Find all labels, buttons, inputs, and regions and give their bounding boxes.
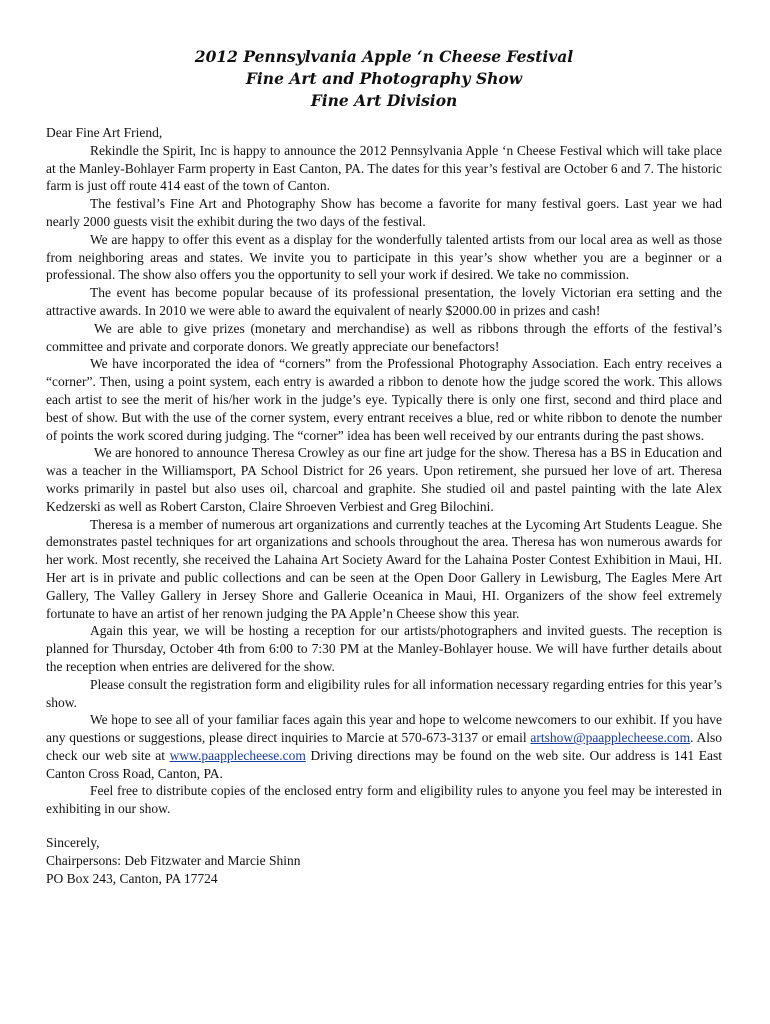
closing-spacer [46,818,722,834]
letter-title [46,46,722,112]
paragraph-judge: We are honored to announce Theresa Crowley as our fine art judge for the show. Theresa has a BS in Education and was a teacher in the Williamsport, PA School District for 26 years. Upon retirement, she pursued her love of art. Theresa works primarily in pastel but also uses oil, charcoal and graphite. She studied oil and pastel painting with the late Alex Kedzerski as well as Robert Carston, Claire Shroeven Verbiest and Greg Bilochini. [46,445,722,514]
letter-body [46,124,722,887]
title-line-festival: 2012 Pennsylvania Apple ‘n Cheese Festival [194,47,574,66]
title-line-division: Fine Art Division [310,91,458,110]
signoff: Sincerely, [46,835,100,851]
contact-text-start: We hope to see all of your familiar faces again this year and hope to welcome newcomers to our exhibit. If you have any questions or suggestions, please direct inquiries to Marcie at 570-673-3137 or email [46,712,722,746]
paragraph-invitation: We are happy to offer this event as a display for the wonderfully talented artists from our local area as well as those from neighboring areas and states. We invite you to participate in this year’s show whether you are a beginner or a professional. The show also offers you the opportunity to sell your work if desired. We take no commission. [46,231,722,283]
paragraph-announcement: Rekindle the Spirit, Inc is happy to announce the 2012 Pennsylvania Apple ‘n Cheese Festival which will take place at the Manley-Bohlayer Farm property in East Canton, PA. The dates for this year’s festival are October 6 and 7. The historic farm is just off route 414 east of the town of Canton. [46,142,722,194]
contact-text-mid: . Also check our web site at [46,730,722,763]
paragraph-contact [46,711,722,782]
title-line-show: Fine Art and Photography Show [245,69,523,88]
paragraph-distribute: Feel free to distribute copies of the enclosed entry form and eligibility rules to anyone you feel may be interested in exhibiting in our show. [46,783,722,817]
paragraph-reception: Again this year, we will be hosting a reception for our artists/photographers and invited guests. The reception is planned for Thursday, October 4th from 6:00 to 7:30 PM at the Manley-Bohlayer house. We will have further details about the reception when entries are delivered for the show. [46,623,722,674]
paragraph-judge-bio: Theresa is a member of numerous art organizations and currently teaches at the Lycoming Art Students League. She demonstrates pastel techniques for art organizations and schools throughout the area. Theresa has won numerous awards for her work. Most recently, she received the Lahaina Art Society Award for the Lahaina Poster Contest Exhibition in Maui, HI. Her art is in private and public collections and can be seen at the Open Door Gallery in Lewisburg, The Eagles Mere Art Gallery, The Valley Gallery in Jersey Shore and Gallerie Oceanica in Maui, HI. Organizers of the show feel extremely fortunate to have an artist of her renown judging the PA Apple’n Cheese show this year. [46,516,722,621]
greeting: Dear Fine Art Friend, [46,125,163,140]
email-link[interactable]: artshow@paapplecheese.com [530,730,691,746]
paragraph-registration: Please consult the registration form and eligibility rules for all information necessary regarding entries for this year’s show. [46,676,722,710]
mailing-address: PO Box 243, Canton, PA 17724 [46,870,218,886]
paragraph-show-popularity: The festival’s Fine Art and Photography Show has become a favorite for many festival goers. Last year we had nearly 2000 guests visit the exhibit during the two days of the festival. [46,196,722,229]
paragraph-awards: The event has become popular because of its professional presentation, the lovely Victorian era setting and the attractive awards. In 2010 we were able to award the equivalent of nearly $2000.00 in prizes and cash! [46,285,722,318]
website-link[interactable]: www.paapplecheese.com [169,747,306,763]
paragraph-corners: We have incorporated the idea of “corners” from the Professional Photography Association. Each entry receives a “corner”. Then, using a point system, each entry is awarded a ribbon to denote how the judge scored the work. This allows each artist to see the merit of his/her work in the judge’s eye. Typically there is only one first, second and third place and best of show. But with the use of the corner system, every entrant receives a blue, red or white ribbon to denote the number of points the work scored during judging. The “corner” idea has been well received by our entrants during the past shows. [46,356,722,443]
chairpersons: Chairpersons: Deb Fitzwater and Marcie Shinn [46,852,301,868]
contact-text-end: Driving directions may be found on the web site. Our address is 141 East Canton Cross Road, Canton, PA. [46,747,723,781]
paragraph-prizes: We are able to give prizes (monetary and merchandise) as well as ribbons through the efforts of the festival’s committee and private and corporate donors. We greatly appreciate our benefactors! [46,320,722,354]
